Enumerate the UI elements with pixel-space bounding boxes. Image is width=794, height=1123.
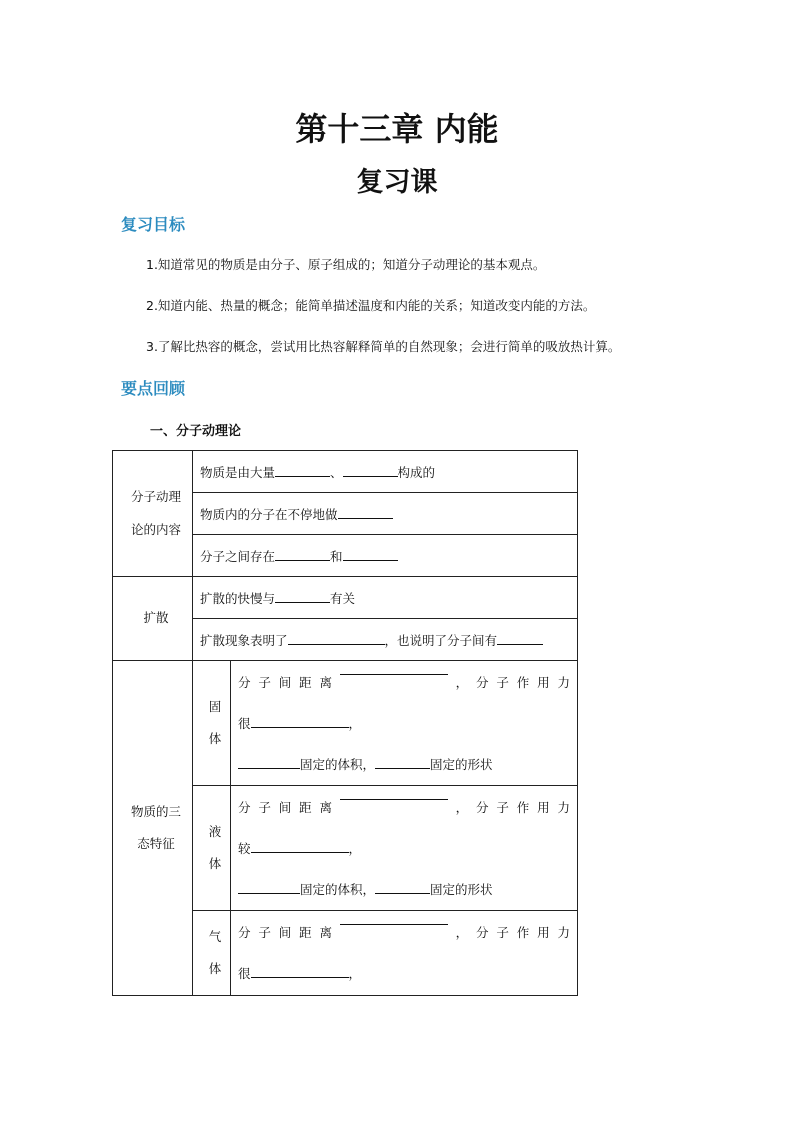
goal-item-3: 3.了解比热容的概念，尝试用比热容解释简单的自然现象；会进行简单的吸放热计算。 bbox=[146, 339, 621, 354]
fill-blank[interactable] bbox=[288, 632, 385, 645]
fill-blank[interactable] bbox=[340, 912, 448, 925]
fill-blank[interactable] bbox=[251, 840, 349, 853]
fill-blank[interactable] bbox=[343, 464, 398, 477]
fill-blank[interactable] bbox=[251, 965, 349, 978]
fill-blank[interactable] bbox=[238, 756, 300, 769]
section-heading-goals: 复习目标 bbox=[121, 215, 186, 234]
table-row: 分 子 间 距 离 ， 分 子 作 用 力 很 ， 固定的体积， 固定的形状 bbox=[231, 661, 578, 786]
fill-blank[interactable] bbox=[343, 548, 398, 561]
fill-blank[interactable] bbox=[238, 881, 300, 894]
fill-blank[interactable] bbox=[338, 506, 393, 519]
fill-blank[interactable] bbox=[251, 715, 349, 728]
chapter-title: 第十三章 内能 bbox=[295, 110, 499, 148]
category-molecular-theory: 分子动理 论的内容 bbox=[113, 451, 193, 577]
table-row: 分子之间存在 和 bbox=[193, 535, 578, 577]
lesson-subtitle: 复习课 bbox=[356, 167, 438, 198]
state-solid: 固 体 bbox=[193, 661, 231, 786]
table-row: 物质是由大量 、 构成的 bbox=[193, 451, 578, 493]
fill-blank[interactable] bbox=[375, 881, 430, 894]
table-row: 扩散现象表明了 ，也说明了分子间有 bbox=[193, 619, 578, 661]
review-table bbox=[112, 450, 578, 996]
state-liquid: 液 体 bbox=[193, 786, 231, 911]
category-three-states: 物质的三 态特征 bbox=[113, 661, 193, 996]
goal-item-1: 1.知道常见的物质是由分子、原子组成的；知道分子动理论的基本观点。 bbox=[146, 257, 546, 272]
goal-item-2: 2.知道内能、热量的概念；能简单描述温度和内能的关系；知道改变内能的方法。 bbox=[146, 298, 596, 313]
state-gas: 气 体 bbox=[193, 911, 231, 996]
table-row: 扩散的快慢与 有关 bbox=[193, 577, 578, 619]
table-row: 物质内的分子在不停地做 bbox=[193, 493, 578, 535]
fill-blank[interactable] bbox=[275, 548, 330, 561]
fill-blank[interactable] bbox=[497, 632, 543, 645]
table-row: 分 子 间 距 离 ， 分 子 作 用 力 很 ， bbox=[231, 911, 578, 996]
fill-blank[interactable] bbox=[275, 464, 330, 477]
fill-blank[interactable] bbox=[375, 756, 430, 769]
fill-blank[interactable] bbox=[275, 590, 330, 603]
table-row: 分 子 间 距 离 ， 分 子 作 用 力 较 ， 固定的体积， 固定的形状 bbox=[231, 786, 578, 911]
fill-blank[interactable] bbox=[340, 787, 448, 800]
category-diffusion: 扩散 bbox=[113, 577, 193, 661]
fill-blank[interactable] bbox=[340, 662, 448, 675]
section-heading-review: 要点回顾 bbox=[121, 379, 186, 398]
subsection-heading: 一、分子动理论 bbox=[150, 424, 242, 439]
